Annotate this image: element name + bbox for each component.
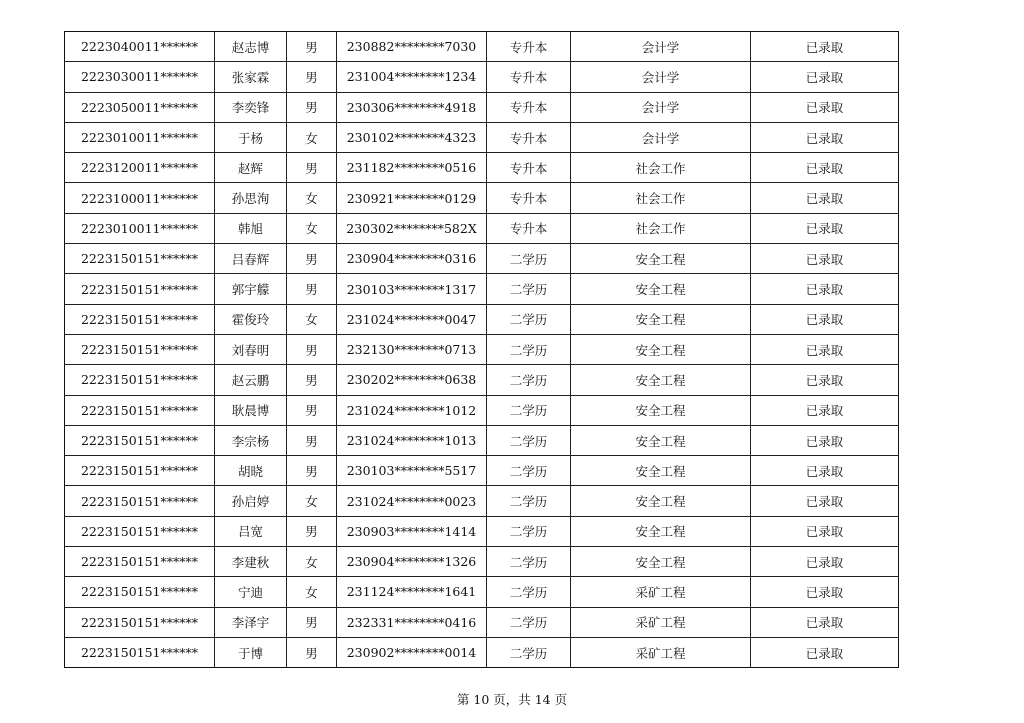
table-row [65, 456, 899, 486]
table-row [65, 486, 899, 516]
program-level-cell: 二学历 [487, 547, 571, 577]
program-level-cell: 二学历 [487, 425, 571, 455]
major-cell: 安全工程 [571, 547, 751, 577]
student-id-cell: 2223040011****** [65, 32, 215, 62]
admission-status-cell: 已录取 [751, 425, 899, 455]
page-footer [0, 690, 1024, 708]
name-cell: 耿晨博 [215, 395, 287, 425]
id-card-cell: 230306********4918 [337, 92, 487, 122]
major-cell: 安全工程 [571, 516, 751, 546]
admission-status-cell: 已录取 [751, 456, 899, 486]
gender-cell: 男 [287, 244, 337, 274]
id-card-cell: 231124********1641 [337, 577, 487, 607]
gender-cell: 男 [287, 456, 337, 486]
name-cell: 于杨 [215, 122, 287, 152]
gender-cell: 男 [287, 153, 337, 183]
major-cell: 会计学 [571, 92, 751, 122]
table-row [65, 577, 899, 607]
student-id-cell: 2223150151****** [65, 334, 215, 364]
name-cell: 张家霖 [215, 62, 287, 92]
gender-cell: 男 [287, 425, 337, 455]
program-level-cell: 二学历 [487, 607, 571, 637]
major-cell: 安全工程 [571, 274, 751, 304]
name-cell: 吕春辉 [215, 244, 287, 274]
table-row [65, 547, 899, 577]
admission-status-cell: 已录取 [751, 122, 899, 152]
major-cell: 安全工程 [571, 304, 751, 334]
major-cell: 安全工程 [571, 244, 751, 274]
table-row [65, 32, 899, 62]
major-cell: 采矿工程 [571, 577, 751, 607]
program-level-cell: 专升本 [487, 153, 571, 183]
id-card-cell: 232130********0713 [337, 334, 487, 364]
name-cell: 赵志博 [215, 32, 287, 62]
admission-status-cell: 已录取 [751, 365, 899, 395]
id-card-cell: 230103********5517 [337, 456, 487, 486]
gender-cell: 女 [287, 304, 337, 334]
program-level-cell: 二学历 [487, 304, 571, 334]
name-cell: 孙思洵 [215, 183, 287, 213]
id-card-cell: 230103********1317 [337, 274, 487, 304]
admission-status-cell: 已录取 [751, 304, 899, 334]
name-cell: 刘春明 [215, 334, 287, 364]
name-cell: 胡晓 [215, 456, 287, 486]
name-cell: 李宗杨 [215, 425, 287, 455]
student-id-cell: 2223010011****** [65, 213, 215, 243]
admission-status-cell: 已录取 [751, 516, 899, 546]
admission-table [64, 31, 899, 668]
admission-status-cell: 已录取 [751, 62, 899, 92]
admission-status-cell: 已录取 [751, 577, 899, 607]
major-cell: 会计学 [571, 62, 751, 92]
admission-status-cell: 已录取 [751, 486, 899, 516]
student-id-cell: 2223120011****** [65, 153, 215, 183]
student-id-cell: 2223150151****** [65, 577, 215, 607]
program-level-cell: 二学历 [487, 244, 571, 274]
table-row [65, 62, 899, 92]
name-cell: 宁迪 [215, 577, 287, 607]
table-row [65, 425, 899, 455]
admission-status-cell: 已录取 [751, 153, 899, 183]
gender-cell: 女 [287, 486, 337, 516]
id-card-cell: 230904********0316 [337, 244, 487, 274]
admission-status-cell: 已录取 [751, 183, 899, 213]
id-card-cell: 231024********1013 [337, 425, 487, 455]
major-cell: 社会工作 [571, 213, 751, 243]
major-cell: 采矿工程 [571, 607, 751, 637]
id-card-cell: 230921********0129 [337, 183, 487, 213]
gender-cell: 女 [287, 577, 337, 607]
major-cell: 安全工程 [571, 456, 751, 486]
gender-cell: 女 [287, 213, 337, 243]
id-card-cell: 231024********1012 [337, 395, 487, 425]
name-cell: 赵云鹏 [215, 365, 287, 395]
program-level-cell: 二学历 [487, 577, 571, 607]
program-level-cell: 二学历 [487, 365, 571, 395]
student-id-cell: 2223050011****** [65, 92, 215, 122]
admission-status-cell: 已录取 [751, 334, 899, 364]
major-cell: 社会工作 [571, 153, 751, 183]
major-cell: 安全工程 [571, 425, 751, 455]
name-cell: 吕宽 [215, 516, 287, 546]
major-cell: 安全工程 [571, 365, 751, 395]
name-cell: 霍俊玲 [215, 304, 287, 334]
admission-status-cell: 已录取 [751, 637, 899, 667]
student-id-cell: 2223150151****** [65, 547, 215, 577]
student-id-cell: 2223030011****** [65, 62, 215, 92]
student-id-cell: 2223150151****** [65, 456, 215, 486]
name-cell: 郭宇艨 [215, 274, 287, 304]
program-level-cell: 二学历 [487, 516, 571, 546]
id-card-cell: 232331********0416 [337, 607, 487, 637]
program-level-cell: 二学历 [487, 637, 571, 667]
id-card-cell: 230882********7030 [337, 32, 487, 62]
id-card-cell: 230102********4323 [337, 122, 487, 152]
id-card-cell: 230902********0014 [337, 637, 487, 667]
id-card-cell: 230202********0638 [337, 365, 487, 395]
table-row [65, 274, 899, 304]
table-row [65, 334, 899, 364]
id-card-cell: 231024********0023 [337, 486, 487, 516]
gender-cell: 男 [287, 274, 337, 304]
gender-cell: 男 [287, 516, 337, 546]
student-id-cell: 2223150151****** [65, 637, 215, 667]
gender-cell: 男 [287, 607, 337, 637]
name-cell: 于博 [215, 637, 287, 667]
name-cell: 李泽宇 [215, 607, 287, 637]
table-row [65, 213, 899, 243]
id-card-cell: 231182********0516 [337, 153, 487, 183]
program-level-cell: 专升本 [487, 183, 571, 213]
program-level-cell: 二学历 [487, 334, 571, 364]
gender-cell: 女 [287, 183, 337, 213]
admission-status-cell: 已录取 [751, 395, 899, 425]
table-row [65, 244, 899, 274]
major-cell: 安全工程 [571, 395, 751, 425]
id-card-cell: 230302********582X [337, 213, 487, 243]
table-row [65, 395, 899, 425]
student-id-cell: 2223150151****** [65, 274, 215, 304]
table-row [65, 183, 899, 213]
table-row [65, 122, 899, 152]
gender-cell: 男 [287, 62, 337, 92]
id-card-cell: 230904********1326 [337, 547, 487, 577]
student-id-cell: 2223150151****** [65, 607, 215, 637]
table-row [65, 92, 899, 122]
major-cell: 采矿工程 [571, 637, 751, 667]
student-id-cell: 2223100011****** [65, 183, 215, 213]
admission-status-cell: 已录取 [751, 92, 899, 122]
gender-cell: 女 [287, 122, 337, 152]
student-id-cell: 2223150151****** [65, 365, 215, 395]
admission-status-cell: 已录取 [751, 244, 899, 274]
program-level-cell: 专升本 [487, 92, 571, 122]
admission-status-cell: 已录取 [751, 32, 899, 62]
student-id-cell: 2223150151****** [65, 395, 215, 425]
program-level-cell: 专升本 [487, 213, 571, 243]
student-id-cell: 2223150151****** [65, 516, 215, 546]
admission-status-cell: 已录取 [751, 547, 899, 577]
student-id-cell: 2223150151****** [65, 425, 215, 455]
student-id-cell: 2223150151****** [65, 304, 215, 334]
program-level-cell: 专升本 [487, 32, 571, 62]
gender-cell: 男 [287, 637, 337, 667]
gender-cell: 男 [287, 365, 337, 395]
table-row [65, 153, 899, 183]
id-card-cell: 231004********1234 [337, 62, 487, 92]
gender-cell: 男 [287, 334, 337, 364]
program-level-cell: 二学历 [487, 456, 571, 486]
program-level-cell: 专升本 [487, 62, 571, 92]
gender-cell: 男 [287, 92, 337, 122]
student-id-cell: 2223010011****** [65, 122, 215, 152]
name-cell: 李建秋 [215, 547, 287, 577]
name-cell: 李奕锋 [215, 92, 287, 122]
table-row [65, 607, 899, 637]
page-number-text: 第 10 页，共 14 页 [456, 692, 568, 707]
admission-status-cell: 已录取 [751, 213, 899, 243]
admission-status-cell: 已录取 [751, 274, 899, 304]
table-body [65, 32, 899, 668]
table-row [65, 637, 899, 667]
table-row [65, 304, 899, 334]
gender-cell: 男 [287, 32, 337, 62]
program-level-cell: 二学历 [487, 274, 571, 304]
student-id-cell: 2223150151****** [65, 244, 215, 274]
major-cell: 社会工作 [571, 183, 751, 213]
major-cell: 安全工程 [571, 486, 751, 516]
student-id-cell: 2223150151****** [65, 486, 215, 516]
gender-cell: 男 [287, 395, 337, 425]
id-card-cell: 231024********0047 [337, 304, 487, 334]
major-cell: 会计学 [571, 122, 751, 152]
program-level-cell: 二学历 [487, 486, 571, 516]
table-row [65, 516, 899, 546]
id-card-cell: 230903********1414 [337, 516, 487, 546]
name-cell: 赵辉 [215, 153, 287, 183]
major-cell: 安全工程 [571, 334, 751, 364]
name-cell: 孙启婷 [215, 486, 287, 516]
table-row [65, 365, 899, 395]
major-cell: 会计学 [571, 32, 751, 62]
gender-cell: 女 [287, 547, 337, 577]
admission-status-cell: 已录取 [751, 607, 899, 637]
program-level-cell: 二学历 [487, 395, 571, 425]
program-level-cell: 专升本 [487, 122, 571, 152]
name-cell: 韩旭 [215, 213, 287, 243]
